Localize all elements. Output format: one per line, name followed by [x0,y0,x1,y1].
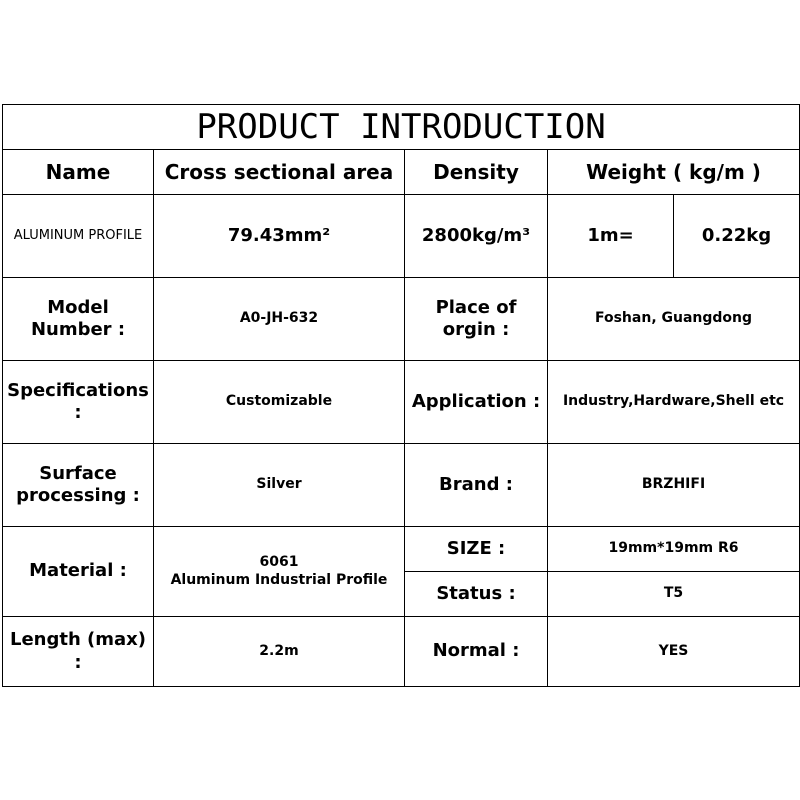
normal-value: YES [548,617,800,687]
product-spec-table [2,104,800,687]
status-label: Status : [405,572,548,617]
application-label: Application : [405,361,548,444]
place-of-origin-value: Foshan, Guangdong [548,278,800,361]
place-of-origin-label: Place of orgin : [405,278,548,361]
header-density: Density [405,150,548,195]
model-number-label: Model Number : [3,278,154,361]
material-value: 6061 Aluminum Industrial Profile [154,527,405,617]
header-weight: Weight ( kg/m ) [548,150,800,195]
brand-value: BRZHIFI [548,444,800,527]
specifications-label: Specifications : [3,361,154,444]
material-label: Material : [3,527,154,617]
density-value: 2800kg/m³ [405,195,548,278]
page-title: PRODUCT INTRODUCTION [3,105,800,150]
brand-label: Brand : [405,444,548,527]
specifications-value: Customizable [154,361,405,444]
model-number-value: A0-JH-632 [154,278,405,361]
surface-processing-value: Silver [154,444,405,527]
header-cross-section: Cross sectional area [154,150,405,195]
length-value: 2.2m [154,617,405,687]
weight-label: 1m= [548,195,674,278]
length-label: Length (max) : [3,617,154,687]
size-value: 19mm*19mm R6 [548,527,800,572]
status-value: T5 [548,572,800,617]
product-name-value: ALUMINUM PROFILE [3,195,154,278]
normal-label: Normal : [405,617,548,687]
size-label: SIZE : [405,527,548,572]
weight-value: 0.22kg [674,195,800,278]
surface-processing-label: Surface processing : [3,444,154,527]
application-value: Industry,Hardware,Shell etc [548,361,800,444]
cross-section-value: 79.43mm² [154,195,405,278]
header-name: Name [3,150,154,195]
